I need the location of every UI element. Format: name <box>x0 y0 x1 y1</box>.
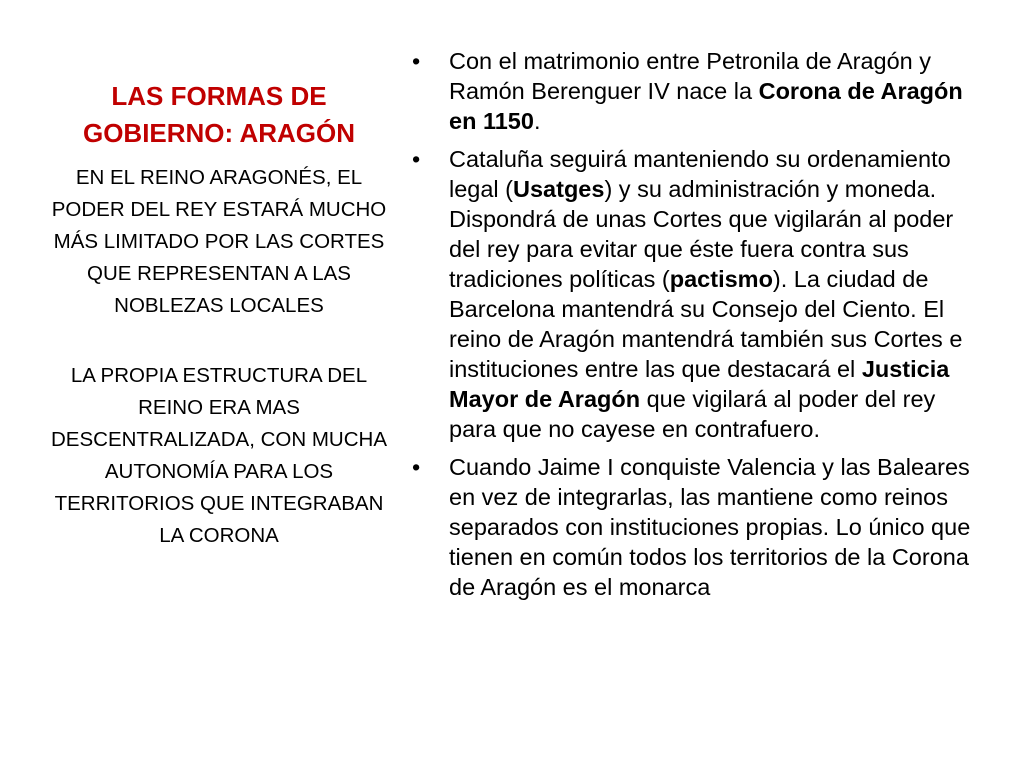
bullet-text <box>449 454 970 600</box>
text-run: ) y su administración y moneda. Dispondrá de unas Cortes que vigilarán al poder del rey para evitar que éste fuera contra sus tradiciones políticas ( <box>449 176 954 292</box>
bullet-text <box>449 48 963 134</box>
bullet-list <box>405 46 975 602</box>
bold-text-run: pactismo <box>669 266 773 292</box>
text-run: Cataluña seguirá manteniendo su ordenamiento legal ( <box>449 146 951 202</box>
right-column <box>405 46 975 610</box>
text-run: . <box>533 108 541 134</box>
text-run: Con el matrimonio entre Petronila de Aragón y Ramón Berenguer IV nace la <box>449 48 932 104</box>
bullet-item-cataluna <box>405 144 975 444</box>
bold-text-run: Corona de Aragón en 1150 <box>449 78 963 134</box>
bold-text-run: Justicia Mayor de Aragón <box>449 356 950 412</box>
bullet-icon: • <box>412 146 421 172</box>
bullet-icon: • <box>412 48 421 74</box>
bullet-item-jaime <box>405 452 975 602</box>
text-run: Cuando Jaime I conquiste Valencia y las Baleares en vez de integrarlas, las mantiene como reinos separados con instituciones propias. Lo único que tienen en común todos los territorios de la Corona de Aragón es el monarca <box>449 454 971 600</box>
left-paragraph-royal-power: EN EL REINO ARAGONÉS, EL PODER DEL REY ESTARÁ MUCHO MÁS LIMITADO POR LAS CORTES QUE REPRESENTAN A LAS NOBLEZAS LOCALES <box>51 166 387 317</box>
text-run: que vigilará al poder del rey para que no cayese en contrafuero. <box>449 386 936 442</box>
bullet-icon: • <box>412 454 421 480</box>
bullet-item-matrimonio <box>405 46 975 136</box>
bullet-text <box>449 146 962 442</box>
left-paragraph-structure: LA PROPIA ESTRUCTURA DEL REINO ERA MAS DESCENTRALIZADA, CON MUCHA AUTONOMÍA PARA LOS TERRITORIOS QUE INTEGRABAN LA CORONA <box>50 364 387 547</box>
left-column <box>50 68 388 552</box>
bold-text-run: Usatges <box>513 176 605 202</box>
slide-title: LAS FORMAS DE GOBIERNO: ARAGÓN <box>82 81 356 148</box>
text-run: ). La ciudad de Barcelona mantendrá su Consejo del Ciento. El reino de Aragón mantendrá también sus Cortes e instituciones entre las que destacará el <box>449 266 963 382</box>
